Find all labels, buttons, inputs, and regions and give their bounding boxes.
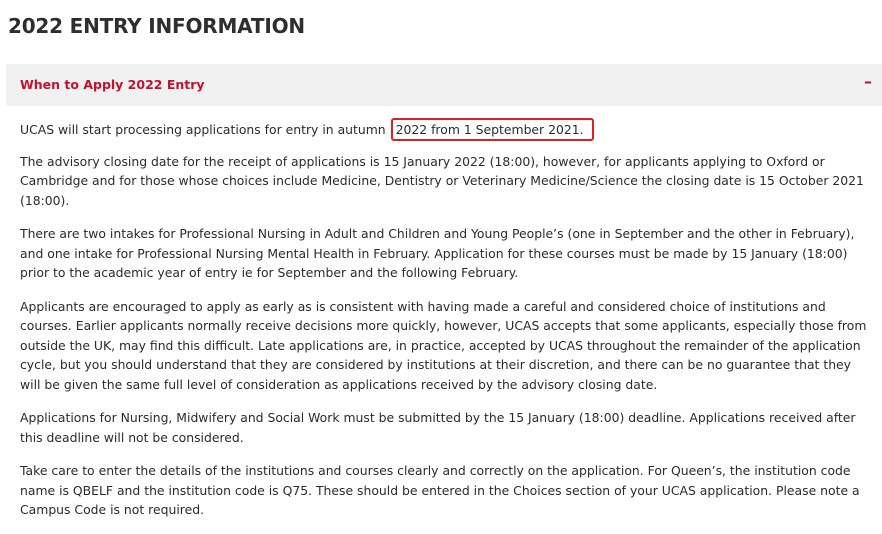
paragraph-apply-early: Applicants are encouraged to apply as early as is consistent with having made a careful and considered choice of institutions and courses. Earlier applicants normally receive decisions more quickly, however, UCAS accepts that some applicants, especially those from outside the UK, may find this difficult. Late applications are, in practice, accepted by UCAS throughout the remainder of the application cycle, but you should understand that they are considered by institutions at their discretion, and there can be no guarantee that they will be given the same full level of consideration as applications received by the advisory closing date. — [20, 298, 867, 392]
page-title: 2022 ENTRY INFORMATION — [8, 14, 305, 38]
accordion-title[interactable]: When to Apply 2022 Entry — [20, 77, 205, 92]
paragraph-nursing-intakes: There are two intakes for Professional Nursing in Adult and Children and Young People’s (one in September and the other in February), and one intake for Professional Nursing Mental Health in February. Application for these courses must be made by 15 January (18:00) prior to the academic year of entry ie for September and the following February. — [20, 226, 855, 280]
paragraph-institution-code: Take care to enter the details of the institutions and courses clearly and correctly on the application. For Queen’s, the institution code name is QBELF and the institution code is Q75. These should be entered in the Choices section of your UCAS application. Please note a Campus Code is not required. — [20, 463, 860, 517]
highlighted-date: 2022 from 1 September 2021. — [391, 118, 594, 141]
paragraph-nursing-deadline: Applications for Nursing, Midwifery and Social Work must be submitted by the 15 January (18:00) deadline. Applications received after this deadline will not be considered. — [20, 410, 856, 445]
accordion-content — [20, 120, 868, 534]
paragraph-text: UCAS will start processing applications for entry in autumn — [20, 122, 390, 137]
accordion-when-to-apply[interactable] — [6, 64, 882, 106]
collapse-icon[interactable]: – — [864, 72, 872, 91]
paragraph-closing-date: The advisory closing date for the receipt of applications is 15 January 2022 (18:00), however, for applicants applying to Oxford or Cambridge and for those whose choices include Medicine, Dentistry or Veterinary Medicine/Science the closing date is 15 October 2021 (18:00). — [20, 153, 864, 208]
paragraph-ucas-processing — [20, 120, 868, 140]
